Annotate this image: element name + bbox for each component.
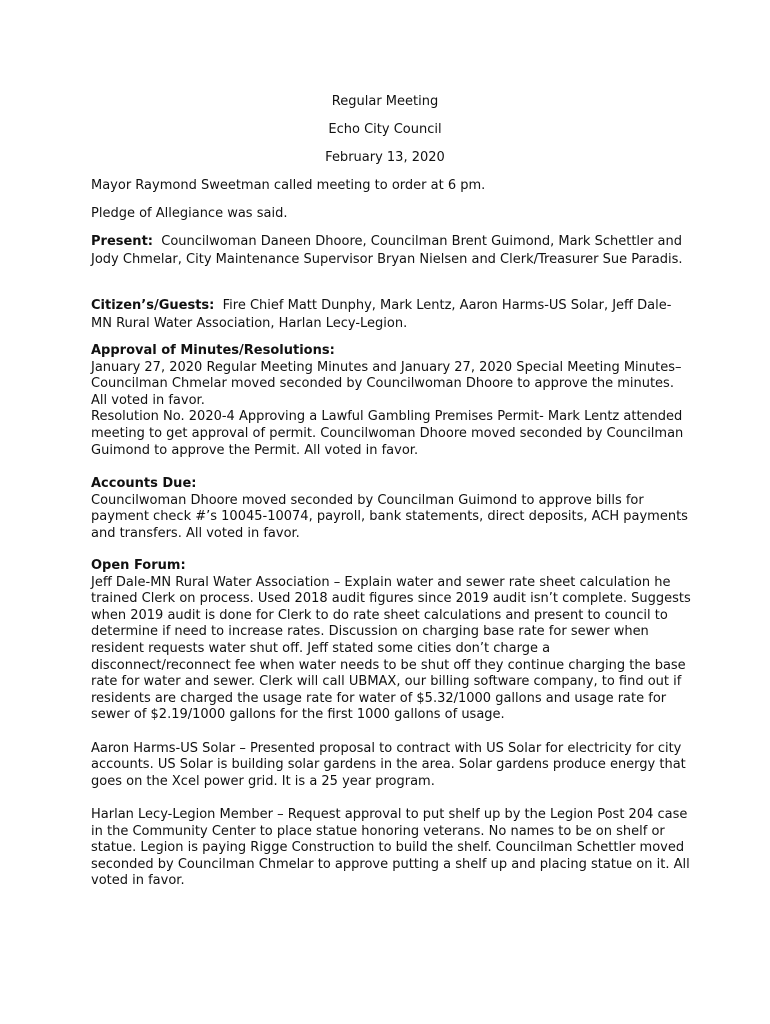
- present-text: Councilwoman Daneen Dhoore, Councilman Brent Guimond, Mark Schettler and Jody Chmelar, City Maintenance Supervisor Bryan Nielsen and Clerk/Treasurer Sue Paradis.: [91, 234, 683, 267]
- accounts-section: [91, 476, 691, 542]
- guests-paragraph: [91, 297, 691, 333]
- accounts-paragraph: Councilwoman Dhoore moved seconded by Councilman Guimond to approve bills for payment check #’s 10045-10074, payroll, bank statements, direct deposits, ACH payments and transfers. All voted in favor.: [91, 492, 688, 541]
- open-forum-heading: Open Forum:: [91, 558, 186, 573]
- meeting-type-heading: Regular Meeting: [331, 94, 439, 109]
- minutes-section: [91, 343, 691, 459]
- accounts-heading: Accounts Due:: [91, 476, 197, 491]
- resolution-paragraph: Resolution No. 2020-4 Approving a Lawful Gambling Premises Permit- Mark Lentz attended meeting to get approval of permit. Councilwoman Dhoore moved seconded by Councilman Guimond to approve the Permit. All voted in favor.: [91, 409, 684, 458]
- forum-solar-paragraph: Aaron Harms-US Solar – Presented proposal to contract with US Solar for electricity for city accounts. US Solar is building solar gardens in the area. Solar gardens produce energy that goes on the Xcel power grid. It is a 25 year program.: [91, 740, 686, 789]
- minutes-approval-paragraph: January 27, 2020 Regular Meeting Minutes and January 27, 2020 Special Meeting Minutes– Councilman Chmelar moved seconded by Councilwoman Dhoore to approve the minutes. All voted in favor.: [91, 359, 682, 408]
- guests-label: Citizen’s/Guests:: [91, 298, 215, 313]
- pledge-paragraph: Pledge of Allegiance was said.: [91, 206, 288, 221]
- forum-legion-paragraph: Harlan Lecy-Legion Member – Request approval to put shelf up by the Legion Post 204 case in the Community Center to place statue honoring veterans. No names to be on shelf or statue. Legion is paying Rigge Construction to build the shelf. Councilman Schettler moved seconded by Councilman Chmelar to approve putting a shelf up and placing statue on it. All voted in favor.: [91, 806, 690, 889]
- present-paragraph: [91, 233, 691, 269]
- forum-water-rates-paragraph: Jeff Dale-MN Rural Water Association – Explain water and sewer rate sheet calculation he trained Clerk on process. Used 2018 audit figures since 2019 audit isn’t complete. Suggests when 2019 audit is done for Clerk to do rate sheet calculations and present to council to determine if need to increase rates. Discussion on charging base rate for sewer when resident requests water shut off. Jeff stated some cities don’t charge a disconnect/reconnect fee when water needs to be shut off they continue charging the base rate for water and sewer. Clerk will call UBMAX, our billing software company, to find out if residents are charged the usage rate for water of $5.32/1000 gallons and usage rate for sewer of $2.19/1000 gallons for the first 1000 gallons of usage.: [91, 574, 691, 723]
- council-name-heading: Echo City Council: [328, 122, 442, 137]
- guests-text: Fire Chief Matt Dunphy, Mark Lentz, Aaron Harms-US Solar, Jeff Dale-MN Rural Water Association, Harlan Lecy-Legion.: [91, 298, 672, 331]
- present-label: Present:: [91, 234, 153, 249]
- meeting-date-heading: February 13, 2020: [325, 150, 445, 165]
- open-forum-section: [91, 558, 691, 890]
- call-to-order-paragraph: Mayor Raymond Sweetman called meeting to order at 6 pm.: [91, 178, 486, 193]
- minutes-heading: Approval of Minutes/Resolutions:: [91, 343, 335, 358]
